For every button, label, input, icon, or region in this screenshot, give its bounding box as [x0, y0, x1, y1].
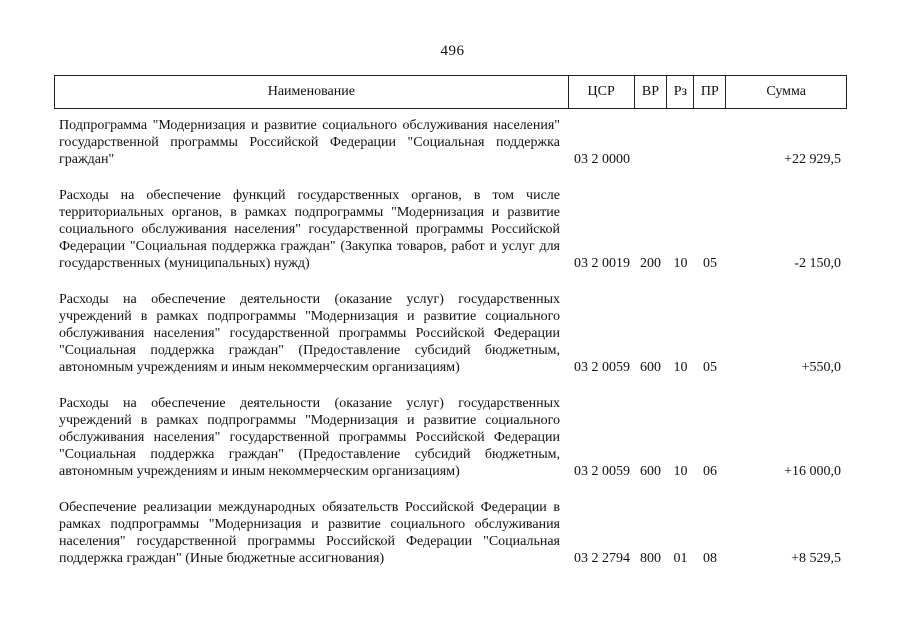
row-sum: +22 929,5 — [784, 152, 841, 168]
row-pr: 08 — [703, 551, 717, 567]
row-vr: 800 — [640, 551, 661, 567]
table-row — [54, 395, 847, 481]
row-csr: 03 2 2794 — [574, 551, 630, 567]
row-rz: 10 — [673, 464, 688, 480]
row-rz: 10 — [673, 256, 688, 272]
row-sum: +8 529,5 — [791, 551, 841, 567]
row-pr: 05 — [703, 360, 717, 376]
row-csr: 03 2 0000 — [574, 152, 630, 168]
table-row — [54, 187, 847, 273]
header-rz: Рз — [666, 76, 693, 108]
row-pr: 06 — [703, 464, 717, 480]
row-rz: 01 — [673, 551, 688, 567]
row-pr: 05 — [703, 256, 717, 272]
row-name: Подпрограмма "Модернизация и развитие социального обслуживания населения" государственной программы Российской Федерации "Социальная поддержка граждан" — [59, 118, 560, 168]
row-vr: 600 — [640, 360, 661, 376]
row-csr: 03 2 0059 — [574, 360, 630, 376]
row-csr: 03 2 0059 — [574, 464, 630, 480]
row-sum: -2 150,0 — [794, 256, 841, 272]
row-vr: 200 — [640, 256, 661, 272]
row-csr: 03 2 0019 — [574, 256, 630, 272]
header-name: Наименование — [267, 84, 355, 99]
header-sum: Сумма — [725, 76, 846, 108]
table-row — [54, 117, 847, 169]
page-number: 496 — [440, 43, 465, 59]
table-row — [54, 499, 847, 568]
row-sum: +16 000,0 — [784, 464, 841, 480]
row-name: Расходы на обеспечение функций государственных органов, в том числе территориальных органов, в рамках подпрограммы "Модернизация и развитие социального обслуживания населения" государственной программы Российской Федерации "Социальная поддержка граждан" (Закупка товаров, работ и услуг для государственных (муниципальных) нужд) — [59, 187, 560, 272]
table-row — [54, 291, 847, 377]
header-pr: ПР — [693, 76, 725, 108]
header-csr: ЦСР — [568, 76, 634, 108]
row-rz: 10 — [673, 360, 688, 376]
row-vr: 600 — [640, 464, 661, 480]
row-name: Расходы на обеспечение деятельности (оказание услуг) государственных учреждений в рамках подпрограммы "Модернизация и развитие социального обслуживания населения" государственной программы Российской Федерации "Социальная поддержка граждан" (Предоставление субсидий бюджетным, автономным учреждениям и иным некоммерческим организациям) — [59, 291, 560, 376]
row-sum: +550,0 — [801, 360, 841, 376]
row-name: Обеспечение реализации международных обязательств Российской Федерации в рамках подпрограммы "Модернизация и развитие социального обслуживания населения" государственной программы Российской Федерации "Социальная поддержка граждан" (Иные бюджетные ассигнования) — [59, 499, 560, 567]
row-name: Расходы на обеспечение деятельности (оказание услуг) государственных учреждений в рамках подпрограммы "Модернизация и развитие социального обслуживания населения" государственной программы Российской Федерации "Социальная поддержка граждан" (Предоставление субсидий бюджетным, автономным учреждениям и иным некоммерческим организациям) — [59, 395, 560, 480]
header-vr: ВР — [634, 76, 667, 108]
budget-table — [54, 75, 847, 567]
table-header — [54, 75, 847, 109]
